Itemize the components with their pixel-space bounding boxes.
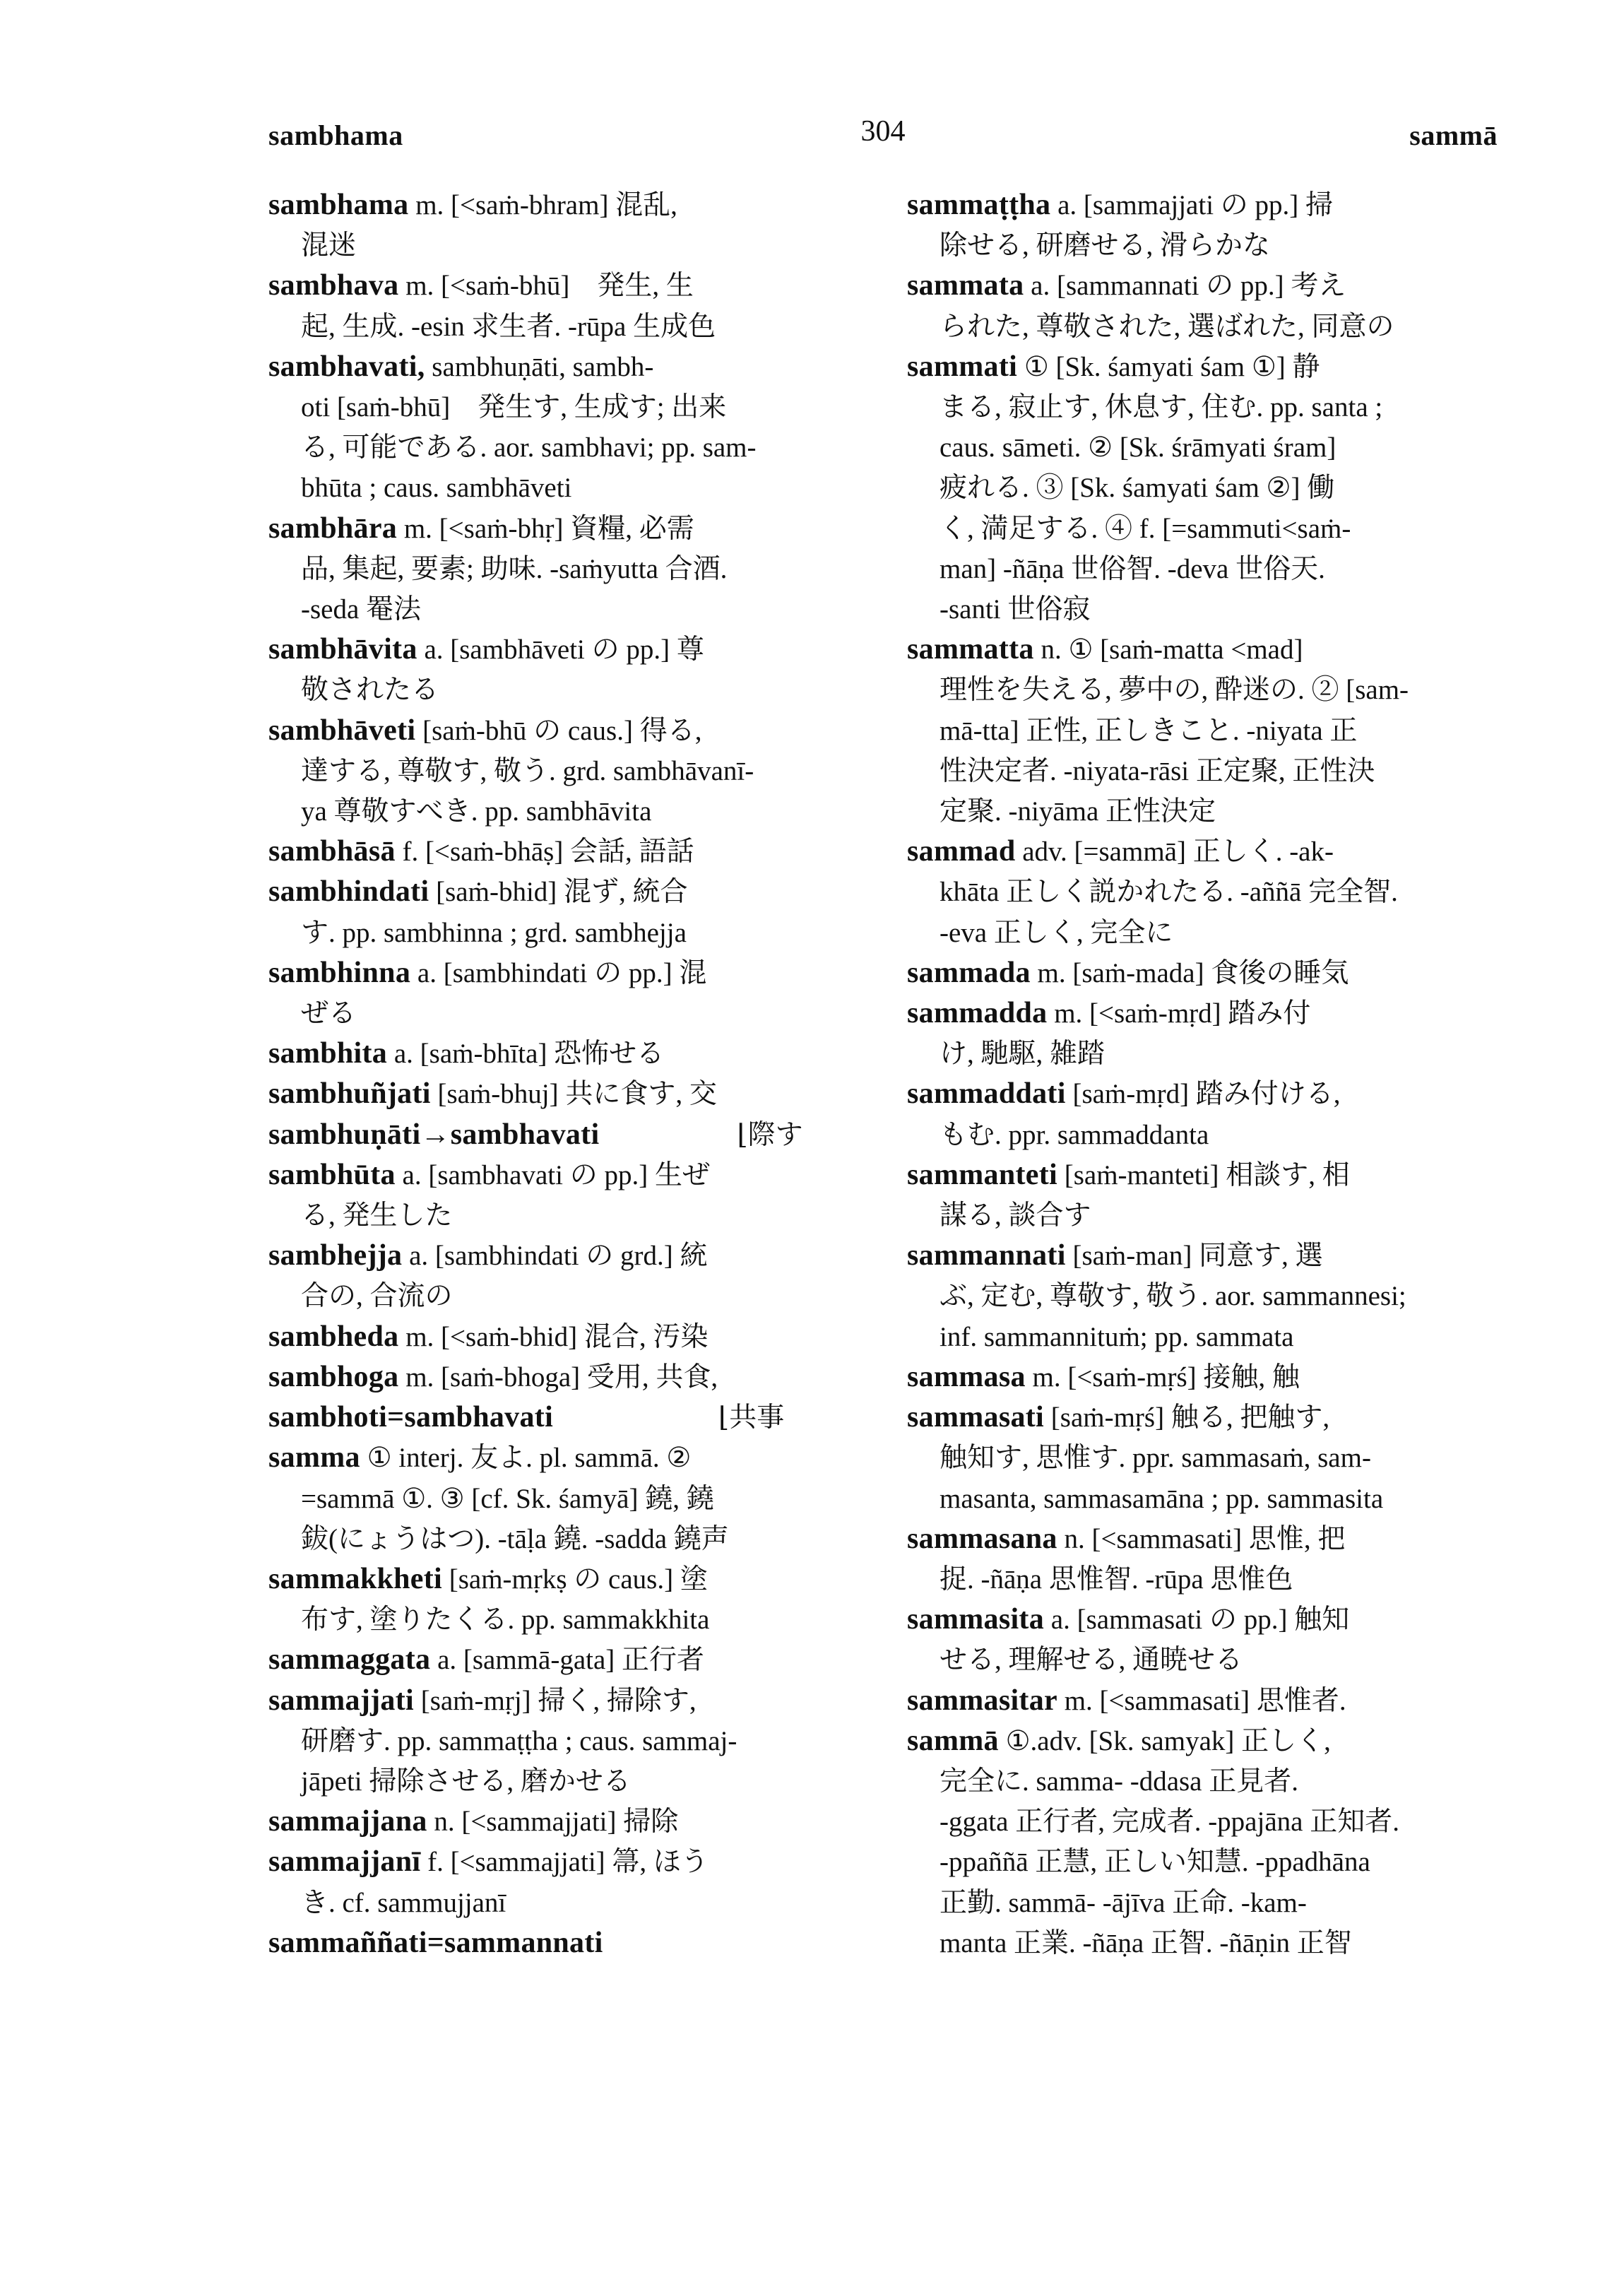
entry-continuation-line: 理性を失える, 夢中の, 酔迷の. ② [sam- (940, 675, 1409, 706)
entry-first-line (268, 1923, 855, 1963)
entry-first-line: sammasita a. [sammasati の pp.] 触知 (907, 1603, 1350, 1636)
entry-continuation-line: る, 可能である. aor. sambhavi; pp. sam- (301, 432, 757, 463)
entry-continuation-line: 達する, 尊敬す, 敬う. grd. sambhāvanī- (301, 755, 754, 786)
entry-first-line: sammajjana n. [<sammajjati] 掃除 (268, 1805, 679, 1838)
entry-first-line: sambhoti=sambhavati ⌊共事 (268, 1401, 785, 1434)
entry-continuation-line: -ppaññā 正慧, 正しい知慧. -ppadhāna (940, 1847, 1370, 1878)
headword: sammasa (907, 1360, 1026, 1393)
headword: sambhoga (268, 1360, 399, 1393)
dictionary-entry (907, 266, 1493, 346)
headword: sambhāra (268, 512, 398, 545)
entry-first-line: samma ① interj. 友よ. pl. sammā. ② (268, 1441, 692, 1474)
entry-continuation-line: 起, 生成. -esin 求生者. -rūpa 生成色 (301, 311, 716, 342)
dictionary-entry (268, 1397, 855, 1438)
headword: sammakkheti (268, 1562, 442, 1595)
dictionary-entry (907, 1236, 1493, 1357)
dictionary-entry (907, 1681, 1493, 1721)
dictionary-entry (907, 185, 1493, 266)
headword: sammadda (907, 997, 1048, 1030)
entry-continuation-line: bhūta ; caus. sambhāveti (301, 473, 572, 504)
entry-continuation-line: せる, 理解せる, 通暁せる (940, 1645, 1243, 1676)
headword: sammasana (907, 1522, 1057, 1555)
entry-continuation-line: られた, 尊敬された, 選ばれた, 同意の (940, 311, 1394, 342)
entry-first-line: sammasa m. [<saṁ-mṛś] 接触, 触 (907, 1360, 1300, 1393)
entry-first-line: sammata a. [sammannati の pp.] 考え (907, 269, 1346, 302)
headword: sambheda (268, 1320, 399, 1353)
headword: sammaṭṭha (907, 189, 1051, 221)
entry-continuation-line: -santi 世俗寂 (940, 594, 1091, 625)
entry-first-line: sammannati [saṁ-man] 同意す, 選 (907, 1239, 1323, 1272)
dictionary-entry (907, 832, 1493, 953)
entry-continuation-line: ya 尊敬すべき. pp. sambhāvita (301, 796, 652, 827)
dictionary-entry (268, 347, 855, 509)
headword: sammasitar (907, 1684, 1057, 1717)
entry-continuation-line: 完全に. samma- -ddasa 正見者. (940, 1766, 1298, 1797)
entry-continuation-line: 謀る, 談合す (940, 1200, 1091, 1231)
dictionary-entry (268, 1317, 855, 1357)
entry-continuation-line: け, 馳駆, 雑踏 (940, 1039, 1106, 1070)
dictionary-entry (268, 711, 855, 832)
entry-first-line: sammajjati [saṁ-mṛj] 掃く, 掃除す, (268, 1684, 697, 1717)
entry-first-line: sambhāra m. [<saṁ-bhṛ] 資糧, 必需 (268, 512, 694, 545)
headword: sammaddati (907, 1077, 1066, 1111)
headword: sambhinna (268, 956, 411, 989)
entry-continuation-line: -eva 正しく, 完全に (940, 917, 1173, 948)
entry-first-line: sammasana n. [<sammasati] 思惟, 把 (907, 1522, 1346, 1555)
headword: sambhava (268, 269, 399, 302)
entry-continuation-line: す. pp. sambhinna ; grd. sambhejja (301, 917, 687, 948)
dictionary-entry (268, 1074, 855, 1114)
headword: sambhoti=sambhavati (268, 1401, 554, 1434)
dictionary-entry (268, 1357, 855, 1397)
dictionary-entry (268, 509, 855, 630)
headword: sambhūta (268, 1158, 396, 1191)
entry-continuation-line: 除せる, 研磨せる, 滑らかな (940, 230, 1271, 261)
entry-continuation-line: 品, 集起, 要素; 助味. -saṁyutta 合酒. (301, 553, 728, 584)
dictionary-entry (268, 1842, 855, 1922)
entry-continuation-line: 疲れる. ③ [Sk. śamyati śam ②] 働 (940, 473, 1335, 504)
dictionary-entry (268, 185, 855, 266)
entry-continuation-line: -ggata 正行者, 完成者. -ppajāna 正知者. (940, 1807, 1399, 1838)
page-header (268, 115, 1498, 161)
entry-first-line: sammanteti [saṁ-manteti] 相談す, 相 (907, 1158, 1350, 1191)
right-column (907, 185, 1493, 1963)
entry-first-line: sammasati [saṁ-mṛś] 触る, 把触す, (907, 1401, 1330, 1434)
headword: sammaññati=sammannati (268, 1926, 603, 1959)
headword: sammata (907, 269, 1024, 302)
dictionary-entry (268, 1155, 855, 1236)
entry-continuation-line: 正勤. sammā- -ājīva 正命. -kam- (940, 1887, 1307, 1918)
headword: sammad (907, 835, 1016, 868)
entry-continuation-line: oti [saṁ-bhū] 発生す, 生成す; 出来 (301, 392, 727, 423)
headword: sambhuñjati (268, 1077, 431, 1111)
entry-continuation-line: masanta, sammasamāna ; pp. sammasita (940, 1483, 1384, 1514)
entry-continuation-line: -seda 罨法 (301, 594, 422, 625)
headword: sammaggata (268, 1643, 431, 1677)
entry-first-line: sambhejja a. [sambhindati の grd.] 統 (268, 1239, 708, 1272)
headword: sammatta (907, 633, 1034, 666)
entry-continuation-line: mā-tta] 正性, 正しきこと. -niyata 正 (940, 715, 1358, 746)
entry-first-line: sambhāsā f. [<saṁ-bhāṣ] 会話, 語話 (268, 835, 694, 868)
entry-first-line: sambhama m. [<saṁ-bhram] 混乱, (268, 189, 677, 221)
headword: sammasati (907, 1401, 1045, 1434)
entry-first-line: sammajjanī f. [<sammajjati] 箒, ほう (268, 1845, 709, 1879)
entry-first-line: sambhava m. [<saṁ-bhū] 発生, 生 (268, 269, 694, 302)
entry-continuation-line: 合の, 合流の (301, 1281, 453, 1312)
headword: sammanteti (907, 1158, 1057, 1191)
entry-continuation-line: 布す, 塗りたくる. pp. sammakkhita (301, 1604, 710, 1636)
entry-continuation-line: 捉. -ñāṇa 思惟智. -rūpa 思惟色 (940, 1563, 1293, 1595)
dictionary-entry (268, 872, 855, 952)
entry-continuation-line: ぶ, 定む, 尊敬す, 敬う. aor. sammannesi; (940, 1281, 1406, 1312)
entry-continuation-line: もむ. ppr. sammaddanta (940, 1119, 1209, 1150)
dictionary-entry (268, 1640, 855, 1680)
entry-continuation-line: jāpeti 掃除させる, 磨かせる (301, 1766, 631, 1797)
entry-continuation-line: 研磨す. pp. sammaṭṭha ; caus. sammaj- (301, 1725, 737, 1756)
dictionary-entry (268, 1559, 855, 1640)
entry-first-line: sambhāveti [saṁ-bhū の caus.] 得る, (268, 714, 702, 747)
headword: sammati (907, 350, 1018, 383)
headword: sammajjati (268, 1684, 414, 1717)
guide-word-left: sambhama (268, 119, 403, 151)
entry-continuation-line: =sammā ①. ③ [cf. Sk. śamyā] 鐃, 鐃 (301, 1483, 714, 1514)
entry-first-line: sammā ①.adv. [Sk. samyak] 正しく, (907, 1724, 1331, 1757)
entry-continuation-line: manta 正業. -ñāṇa 正智. -ñāṇin 正智 (940, 1927, 1352, 1958)
entry-first-line: sammati ① [Sk. śamyati śam ①] 静 (907, 350, 1320, 383)
entry-first-line: sambhuṇāti→sambhavati ⌊際す (268, 1118, 803, 1151)
entry-continuation-line: まる, 寂止す, 休息す, 住む. pp. santa ; (940, 392, 1383, 423)
entry-continuation-line: く, 満足する. ④ f. [=sammuti<saṁ- (940, 513, 1351, 544)
entry-continuation-line: き. cf. sammujjanī (301, 1887, 506, 1918)
headword: sambhejja (268, 1239, 403, 1272)
entry-continuation-line: caus. sāmeti. ② [Sk. śrāmyati śram] (940, 432, 1336, 463)
left-column (268, 185, 855, 1963)
dictionary-entry (268, 953, 855, 1034)
dictionary-entry (268, 1681, 855, 1802)
entry-continuation-line: 鈸(にょうはつ). -tāḷa 鐃. -sadda 鐃声 (301, 1523, 729, 1554)
entry-continuation-line: man] -ñāṇa 世俗智. -deva 世俗天. (940, 553, 1325, 584)
entry-continuation-line: ぜる (301, 998, 357, 1029)
entry-first-line: sammaddati [saṁ-mṛd] 踏み付ける, (907, 1077, 1341, 1111)
dictionary-entry (268, 1802, 855, 1842)
entry-first-line: sambheda m. [<saṁ-bhid] 混合, 汚染 (268, 1320, 709, 1353)
entry-continuation-line: る, 発生した (301, 1200, 453, 1231)
dictionary-entry (907, 629, 1493, 832)
dictionary-entry (268, 629, 855, 710)
dictionary-entry (268, 1923, 855, 1963)
entry-first-line: sambhāvita a. [sambhāveti の pp.] 尊 (268, 633, 704, 666)
entry-continuation-line: 性決定者. -niyata-rāsi 正定聚, 正性決 (940, 755, 1375, 786)
dictionary-entry (268, 1034, 855, 1074)
dictionary-entry (907, 953, 1493, 993)
page-number: 304 (860, 115, 906, 148)
dictionary-entry (268, 1438, 855, 1559)
headword: sammasita (907, 1603, 1045, 1636)
headword: sambhindati (268, 875, 429, 909)
entry-first-line: sambhindati [saṁ-bhid] 混ず, 統合 (268, 875, 688, 909)
entry-first-line: sambhoga m. [saṁ-bhoga] 受用, 共食, (268, 1360, 718, 1393)
entry-first-line: sambhinna a. [sambhindati の pp.] 混 (268, 956, 707, 989)
headword: sambhama (268, 189, 409, 221)
headword: sammajjana (268, 1805, 427, 1838)
entry-first-line: sammakkheti [saṁ-mṛkṣ の caus.] 塗 (268, 1562, 708, 1595)
entry-continuation-line: 触知す, 思惟す. ppr. sammasaṁ, sam- (940, 1443, 1371, 1474)
headword: sambhāvita (268, 633, 417, 666)
headword: sambhavati, (268, 350, 425, 383)
entry-first-line: sammada m. [saṁ-mada] 食後の睡気 (907, 956, 1349, 989)
entry-first-line: sambhita a. [saṁ-bhīta] 恐怖せる (268, 1037, 665, 1070)
guide-word-right: sammā (1409, 119, 1498, 151)
headword: sambhāveti (268, 714, 416, 747)
entry-continuation-line: 敬されたる (301, 675, 439, 706)
entry-first-line: sammadda m. [<saṁ-mṛd] 踏み付 (907, 997, 1311, 1030)
headword: sammajjanī (268, 1845, 421, 1879)
entry-first-line: sammaggata a. [sammā-gata] 正行者 (268, 1643, 705, 1677)
dictionary-entry (907, 1397, 1493, 1519)
entry-continuation-line: 定聚. -niyāma 正性決定 (940, 796, 1216, 827)
entry-first-line: sammatta n. ① [saṁ-matta <mad] (907, 633, 1303, 666)
dictionary-entry (907, 993, 1493, 1074)
headword: sambhita (268, 1037, 388, 1070)
dictionary-entry (268, 832, 855, 872)
entry-first-line: sambhūta a. [sambhavati の pp.] 生ぜ (268, 1158, 710, 1191)
entry-first-line: sammaṭṭha a. [sammajjati の pp.] 掃 (907, 189, 1334, 221)
entry-first-line: sambhuñjati [saṁ-bhuj] 共に食す, 交 (268, 1077, 717, 1111)
headword: sammā (907, 1724, 999, 1757)
headword: sambhuṇāti→sambhavati (268, 1118, 600, 1151)
dictionary-entry (907, 347, 1493, 629)
entry-first-line: sammasitar m. [<sammasati] 思惟者. (907, 1684, 1346, 1717)
headword: sammada (907, 956, 1031, 989)
headword: sammannati (907, 1239, 1066, 1272)
entry-continuation-line: inf. sammannituṁ; pp. sammata (940, 1321, 1294, 1352)
dictionary-entry (907, 1074, 1493, 1154)
entry-first-line: sambhavati, sambhuṇāti, sambh- (268, 350, 654, 383)
dictionary-entry (268, 266, 855, 346)
entry-continuation-line: 混迷 (301, 230, 357, 261)
headword: sambhāsā (268, 835, 396, 868)
dictionary-entry (907, 1600, 1493, 1680)
dictionary-entry (907, 1519, 1493, 1600)
entry-first-line: sammad adv. [=sammā] 正しく. -ak- (907, 835, 1334, 868)
dictionary-entry (907, 1155, 1493, 1236)
dictionary-entry (268, 1236, 855, 1316)
dictionary-entry (907, 1357, 1493, 1397)
headword: samma (268, 1441, 360, 1474)
dictionary-entry (907, 1721, 1493, 1963)
entry-continuation-line: khāta 正しく説かれたる. -aññā 完全智. (940, 877, 1398, 908)
dictionary-entry (268, 1115, 855, 1155)
